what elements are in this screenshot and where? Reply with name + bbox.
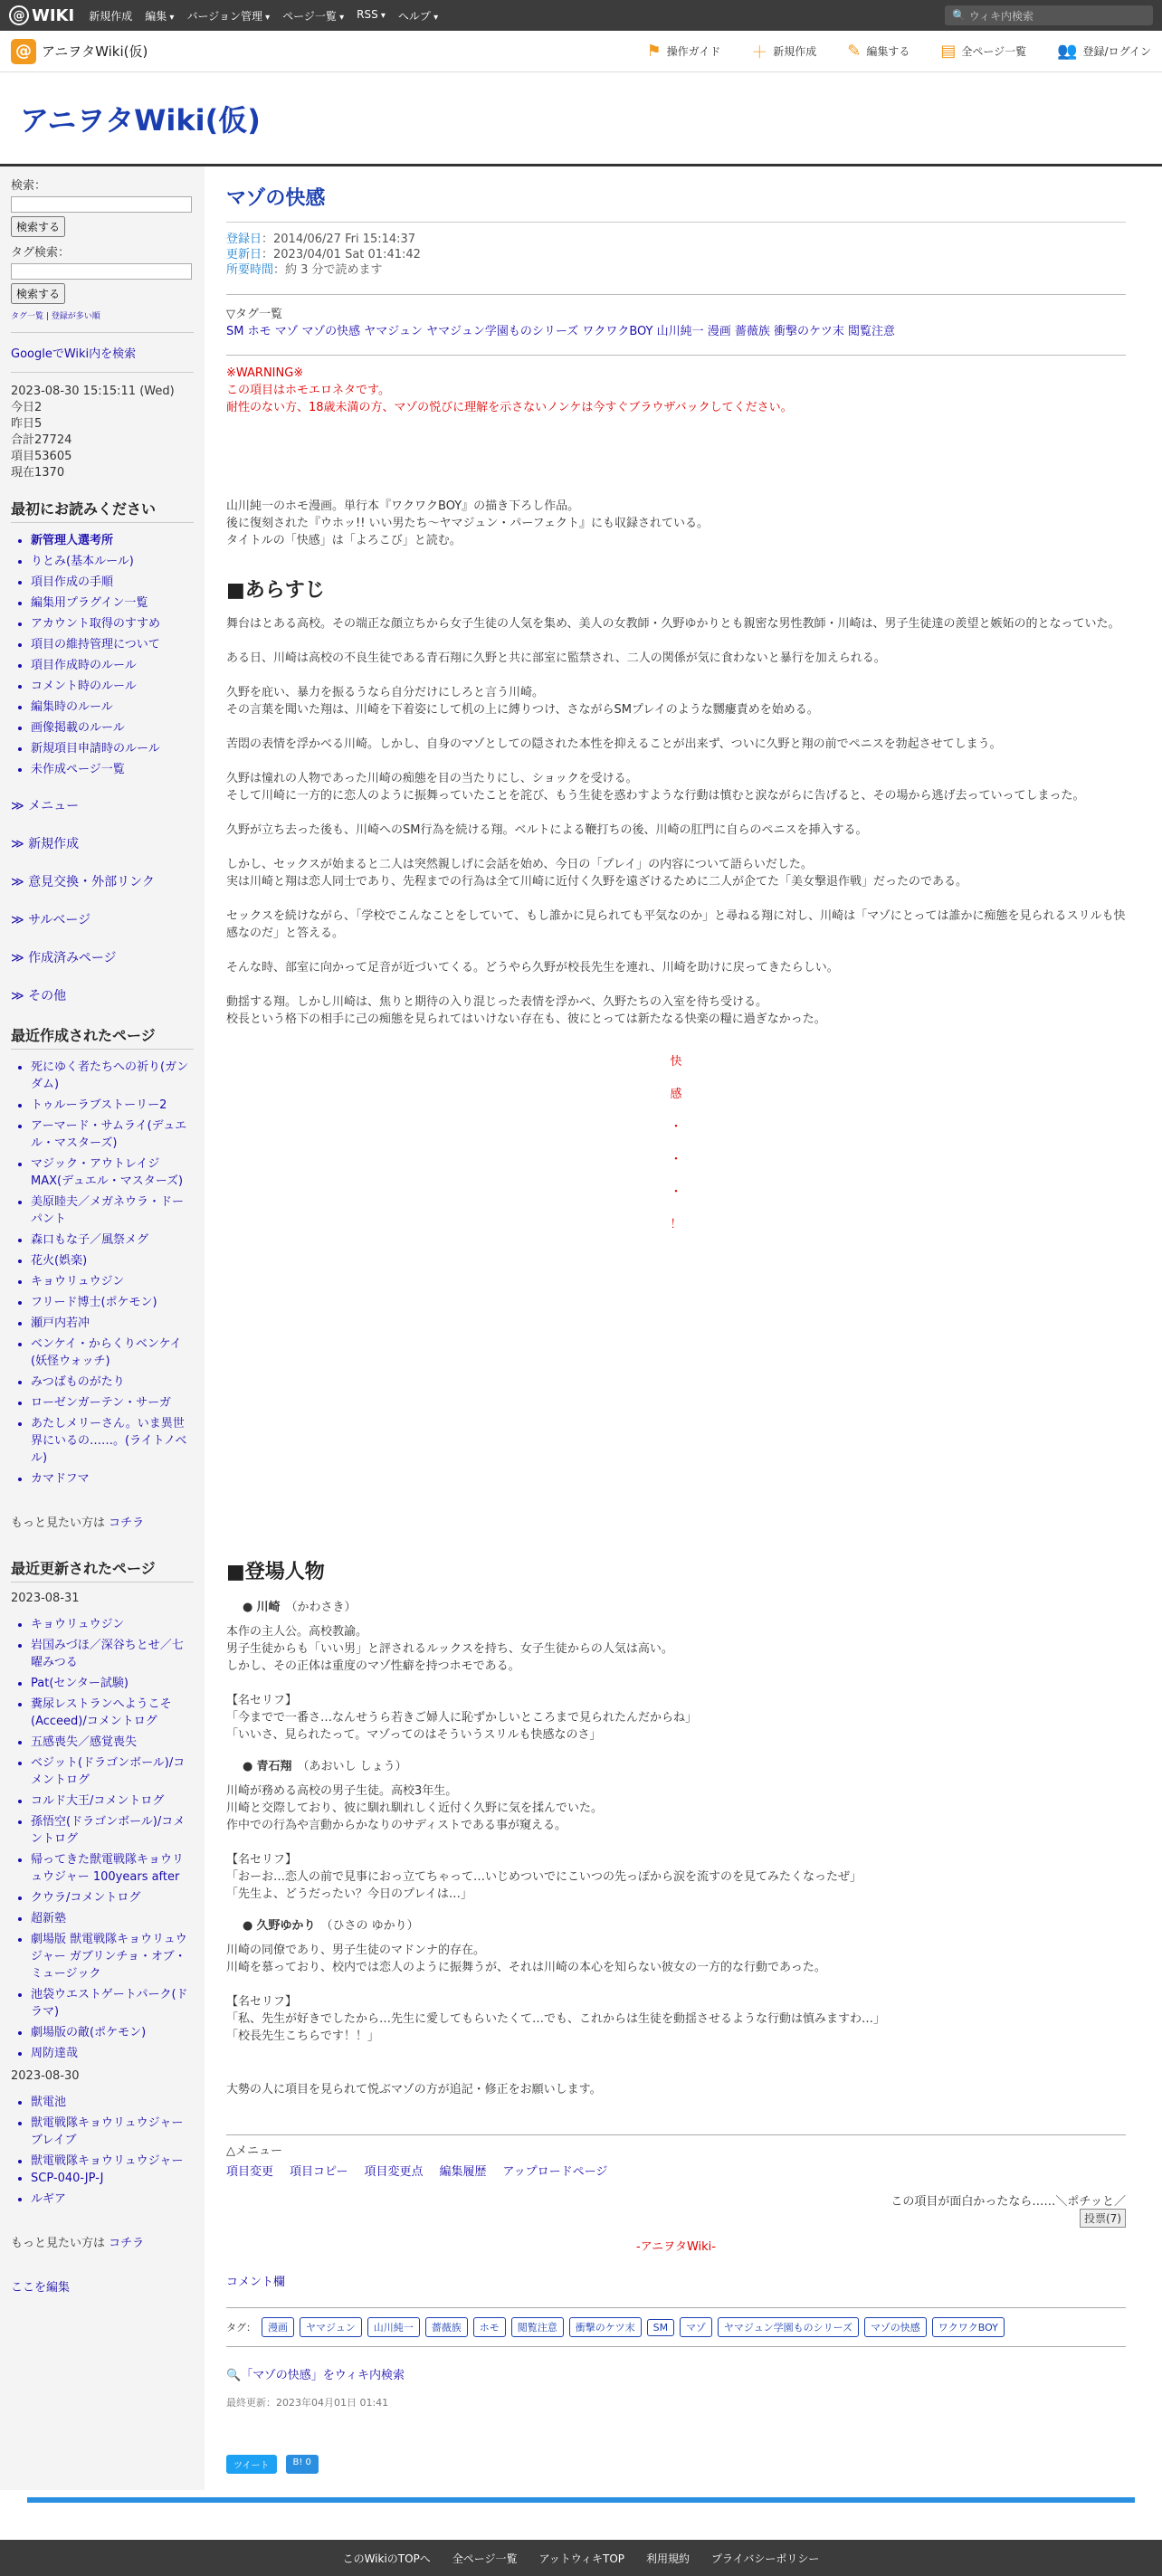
plot-paragraph: 苦悶の表情を浮かべる川崎。しかし、自身のマゾとしての隠された本性を抑えることが出来ず、ついに久野と翔の前でペニスを勃起させてしまう。 <box>226 737 1002 751</box>
character-line: 「私、先生が好きでしたから…先生に愛してもらいたくて…でも、これからは生徒を動揺させるような行動は慎みますわ…」 <box>226 2012 886 2026</box>
recent-updated-item[interactable]: • ベジット(ドラゴンボール)/コメントログ <box>31 1753 194 1787</box>
more-updated-link[interactable]: コチラ <box>109 2237 145 2250</box>
top-menu-item[interactable]: 編集 ▾ <box>145 8 174 24</box>
page-title: マゾの快感 <box>226 183 1126 223</box>
recent-updated-item[interactable]: • 糞尿レストランへようこそ(Acceed)/コメントログ <box>31 1694 194 1728</box>
recent-created-list <box>11 1057 194 1486</box>
character-line: 「今までで一番さ…なんせうら若きご婦人に恥ずかしいところまで見られたんだからね」 <box>226 1711 698 1725</box>
character-line: 男子生徒からも「いい男」と評されるルックスを持ち、女子生徒からの人気は高い。 <box>226 1642 673 1656</box>
warning-box: ※WARNING※ この項目はホモエロネタです。 耐性のない方、18歳未満の方、マゾの悦びに理解を示さないノンケは今すぐブラウザバックしてください。 <box>226 366 793 414</box>
sidebar-fold[interactable]: ≫ メニュー <box>11 799 80 813</box>
recent-created-item[interactable]: • 瀬戸内若冲 <box>31 1313 194 1330</box>
sidebar-search-button[interactable]: 検索する <box>11 216 65 237</box>
last-update: 最終更新：2023年04月01日 01:41 <box>226 2397 389 2409</box>
character-hisano: ● 久野ゆかり （ひさの ゆかり） <box>243 1919 419 1933</box>
page-meta: 登録日：2014/06/27 Fri 15:14:37 更新日：2023/04/01 Sat 01:41:42 所要時間：約 3 分で読めます <box>226 233 421 277</box>
footer-link[interactable]: プライバシーポリシー <box>711 2552 820 2565</box>
recent-created-item[interactable]: • フリード博士(ポケモン) <box>31 1292 194 1309</box>
kai-emphasis <box>226 1046 1126 1241</box>
plot-paragraph: その言葉を聞いた翔は、川崎を下着姿にして机の上に縛りつけ、さながらSMプレイのような嬲瘻責めを始める。 <box>226 703 819 717</box>
plus-icon: ＋ <box>751 43 768 62</box>
plot-paragraph: セックスを続けながら、「学校でこんなことをしていて、もし誰かに見られても平気なのか」と尋ねる翔に対し、川崎は「マゾにとっては誰かに痴態を見られるスリルも快感なのだ」と答える。 <box>226 909 1126 940</box>
kai-char: ・ <box>670 1153 682 1166</box>
footer-link[interactable]: アットウィキTOP <box>538 2552 625 2565</box>
stat-line: 昨日5 <box>11 417 43 431</box>
recent-updated-item[interactable]: • SCP-040-JP-J <box>31 2172 194 2185</box>
character-line: しかし、その正体は重度のマゾ性癖を持つホモである。 <box>226 1659 520 1673</box>
first-read-item[interactable]: • アカウント取得のすすめ <box>31 613 194 631</box>
first-read-item[interactable]: • 編集時のルール <box>31 697 194 714</box>
top-menu-item[interactable]: ヘルプ ▾ <box>398 8 438 24</box>
footer-link[interactable]: 利用規約 <box>646 2552 691 2565</box>
vote-area: この項目が面白かったなら……＼ポチッと／ 投票(7) <box>226 2191 1126 2228</box>
site-toolbar <box>0 31 1162 72</box>
first-read-item[interactable]: • 項目の維持管理について <box>31 634 194 651</box>
comment-link[interactable]: コメント欄 <box>226 2276 286 2289</box>
recent-updated-item[interactable]: • コルド大王/コメントログ <box>31 1791 194 1808</box>
recent-updated-item[interactable]: • キョウリュウジン <box>31 1614 194 1631</box>
footer-link[interactable]: 全ページ一覧 <box>452 2552 518 2565</box>
footer-link[interactable]: このWikiのTOPへ <box>342 2552 431 2565</box>
character-line: 【名セリフ】 <box>226 1853 298 1867</box>
sidebar-fold[interactable]: ≫ 作成済みページ <box>11 951 117 965</box>
tag-chip[interactable]: マゾ <box>680 2317 712 2337</box>
recent-updated-list <box>11 1614 194 2060</box>
signpost-icon: ⚑ <box>646 42 662 61</box>
site-logo-icon: @ <box>11 39 36 64</box>
recent-updated-item[interactable]: • ルギア <box>31 2189 194 2206</box>
vote-button[interactable]: 投票(7) <box>1080 2209 1126 2228</box>
tag-box: タグ： 漫画 ヤマジュン 山川純一 薔薇族 ホモ 閲覧注意 衝撃のケツ末 SM マゾ ヤマジュン学園ものシリーズ マゾの快感 ワクワクBOY <box>226 2307 1126 2347</box>
page-menu-link[interactable]: 編集履歴 <box>439 2165 487 2179</box>
stat-line: 今日2 <box>11 401 43 414</box>
recent-created-item[interactable]: • ローゼンガーテン・サーガ <box>31 1393 194 1410</box>
recent-created-item[interactable]: • 死にゆく者たちへの祈り(ガンダム) <box>31 1057 194 1091</box>
stat-line: 現在1370 <box>11 466 65 480</box>
first-read-item[interactable]: • りとみ(基本ルール) <box>31 551 194 568</box>
first-read-item[interactable]: • 画像掲載のルール <box>31 718 194 735</box>
recent-updated-item[interactable]: • 周防達哉 <box>31 2043 194 2060</box>
recent-updated-item[interactable]: • 劇場版の敵(ポケモン) <box>31 2022 194 2039</box>
wiki-search-page-link[interactable]: 🔍「マゾの快感」をウィキ内検索 <box>226 2369 405 2382</box>
page-menu-link[interactable]: 項目変更 <box>226 2165 274 2179</box>
login-link[interactable]: 👥 登録/ログイン <box>1057 42 1151 61</box>
recent-created-item[interactable]: • 美原睦夫／メガネウラ・ドーパント <box>31 1192 194 1226</box>
plot-paragraph: ある日、川崎は高校の不良生徒である青石翔に久野と共に部室に監禁され、二人の関係が気に食わないと暴行を加えられる。 <box>226 651 886 665</box>
wiki-name: -アニヲタWiki- <box>636 2240 716 2254</box>
character-line: 「先生よ、どうだったい？今日のプレイは…」 <box>226 1887 472 1901</box>
recent-created-item[interactable]: • キョウリュウジン <box>31 1271 194 1288</box>
kai-char: 快 <box>670 1055 682 1069</box>
sidebar-fold[interactable]: ≫ サルベージ <box>11 913 91 927</box>
site-badge[interactable]: @ アニヲタWiki(仮) <box>11 39 148 64</box>
sidebar-fold[interactable]: ≫ 新規作成 <box>11 837 80 851</box>
top-menu-item[interactable]: バージョン管理 ▾ <box>186 8 270 24</box>
recent-updated-item[interactable]: • 帰ってきた獣電戦隊キョウリュウジャー 100years after <box>31 1849 194 1884</box>
section-characters-heading: ■登場人物 <box>226 1561 325 1583</box>
edit-link[interactable]: ✎ 編集する <box>847 42 910 61</box>
stat-line: 2023-08-30 15:15:11 (Wed) <box>11 385 175 398</box>
document-icon: ▤ <box>940 42 957 61</box>
all-pages-link[interactable]: ▤ 全ページ一覧 <box>940 42 1027 61</box>
counter-stats <box>11 384 194 481</box>
character-line: 【名セリフ】 <box>226 1995 298 2009</box>
recent-created-item[interactable]: • みつばものがたり <box>31 1372 194 1389</box>
plot-paragraph: 久野を庇い、暴力を振るうなら自分だけにしろと言う川崎。 <box>226 686 545 699</box>
tag-search-input[interactable] <box>11 263 192 280</box>
first-read-item[interactable]: • 新管理人選考所 <box>31 530 194 547</box>
tag-chip[interactable]: 山川純一 <box>367 2317 420 2337</box>
character-line: 川崎を慕っており、校内では恋人のように振舞うが、それは川崎の本心を知らない彼女の一方的な行動であった。 <box>226 1961 826 1974</box>
section-plot-heading: ■あらすじ <box>226 579 325 602</box>
tag-chip[interactable]: 衝撃のケツ末 <box>569 2317 642 2337</box>
character-line: 川崎と交際しており、彼に馴れ馴れしく近付く久野に気を揉んでいた。 <box>226 1801 604 1815</box>
recent-updated-item[interactable]: • 孫悟空(ドラゴンボール)/コメントログ <box>31 1811 194 1846</box>
character-aoishi: ● 青石翔 （あおいし しょう） <box>243 1760 407 1773</box>
first-read-item[interactable]: • 編集用プラグイン一覧 <box>31 593 194 610</box>
recent-updated-item[interactable]: • 獣電池 <box>31 2092 194 2109</box>
search-icon: 🔍 <box>226 2369 242 2382</box>
character-line: 【名セリフ】 <box>226 1694 298 1707</box>
plot-paragraph: そして川崎に一方的に恋人のように振舞っていたことを詫び、もう生徒を惑わすような行動は慎むと涙ながらに告げると、その場から逃げ去っていってしまった。 <box>226 789 1085 803</box>
more-recent-link[interactable]: コチラ <box>109 1516 145 1530</box>
atwiki-logo[interactable]: @ WIKI <box>9 5 74 25</box>
recent-updated-item[interactable]: • 獣電戦隊キョウリュウジャー <box>31 2151 194 2168</box>
site-title[interactable]: アニヲタWiki(仮) <box>20 102 261 138</box>
plot-paragraph: そんな時、部室に向かって足音が近づいてくる。どうやら久野が校長先生を連れ、川崎を助けに戻ってきたらしい。 <box>226 961 839 974</box>
character-line: 「いいさ、見られたって。マゾってのはそういうスリルも快感なのさ」 <box>226 1728 602 1742</box>
tag-list-link[interactable]: タグ一覧 | 登録が多い順 <box>11 312 100 321</box>
recent-created-item[interactable]: • あたしメリーさん。いま異世界にいるの……。(ライトノベル) <box>31 1413 194 1465</box>
footer-rule <box>27 2497 1135 2503</box>
character-line: 「おーお…恋人の前で見事におっ立てちゃって…いじめついでにこいつの先っぽから涙を流すのを見てみたくなったぜ」 <box>226 1870 862 1884</box>
recent-created-item[interactable]: • 森口もな子／風祭メグ <box>31 1230 194 1247</box>
kai-char: 感 <box>670 1088 682 1101</box>
plot-text <box>226 615 1126 1028</box>
recent-updated-item[interactable]: • 五感喪失／感覚喪失 <box>31 1732 194 1749</box>
character-line: 川崎の同僚であり、男子生徒のマドンナ的存在。 <box>226 1944 486 1957</box>
character-line: 作中での行為や言動からかなりのサディストである事が窺える。 <box>226 1819 567 1832</box>
plot-paragraph: 久野が立ち去った後も、川崎へのSM行為を続ける翔。ベルトによる鞭打ちの後、川崎の肛門に自らのペニスを挿入する。 <box>226 823 868 837</box>
recent-updated-list-2 <box>11 2092 194 2206</box>
sidebar-fold[interactable]: ≫ 意見交換・外部リンク <box>11 875 155 889</box>
first-read-item[interactable]: • 未作成ページ一覧 <box>31 759 194 776</box>
intro: 山川純一のホモ漫画。単行本『ワクワクBOY』の描き下ろし作品。 後に復刻された『ウホッ!! いい男たち〜ヤマジュン・パーフェクト』にも収録されている。 タイトルの「快感」は「よろこび」と読む。 <box>226 499 709 547</box>
character-kawasaki: ● 川崎 （かわさき） <box>243 1601 357 1614</box>
plot-paragraph: 動揺する翔。しかし川崎は、焦りと期待の入り混じった表情を浮かべ、久野たちの入室を待ち受ける。 <box>226 995 768 1009</box>
page-menu-link[interactable]: アップロードページ <box>502 2165 608 2179</box>
recent-created-item[interactable]: • マジック・アウトレイジMAX(デュエル・マスターズ) <box>31 1154 194 1188</box>
site-banner <box>0 72 1162 166</box>
tag-search-button[interactable]: 検索する <box>11 283 65 304</box>
top-menu-item[interactable]: RSS ▾ <box>357 8 386 24</box>
wiki-search-input[interactable]: 🔍 ウィキ内検索 <box>945 5 1153 25</box>
tag-chip[interactable]: ワクワクBOY <box>932 2317 1005 2337</box>
recent-updated-item[interactable]: • 劇場版 獣電戦隊キョウリュウジャー ガブリンチョ・オブ・ミュージック <box>31 1929 194 1981</box>
pencil-icon: ✎ <box>847 42 862 61</box>
character-line: 川崎が務める高校の男子生徒。高校3年生。 <box>226 1784 458 1798</box>
plot-paragraph: 舞台はとある高校。その端正な顔立ちから女子生徒の人気を集め、美人の女教師・久野ゆかりとも親密な男性教師・川崎は、男子生徒達の羨望と嫉妬の的となっていた。 <box>226 617 1120 631</box>
recent-created-item[interactable]: • 花火(娯楽) <box>31 1250 194 1268</box>
recent-updated-item[interactable]: • クウラ/コメントログ <box>31 1887 194 1905</box>
google-search-link[interactable]: GoogleでWiki内を検索 <box>11 347 137 361</box>
tweet-button[interactable]: ツイート <box>226 2455 277 2474</box>
main-content: マゾの快感 登録日：2014/06/27 Fri 15:14:37 更新日：2023/04/01 Sat 01:41:42 所要時間：約 3 分で読めます ▽タグ一覧 SM ホモ マゾ マゾの快感 ヤマジュン ヤマジュン学園ものシリーズ ワクワクBOY 山川純一 漫画 薔薇族 衝撃のケツ末 閲覧注意 ※WARNING※ この項目はホモエロネタです。 耐性のない方、18歳未満の方、マゾの悦びに理解を示さないノンケは今すぐブラウザバックしてください。 山川純一のホモ漫画。単行本『ワクワクBOY』の描き下ろし作品。 後に復刻された『ウホッ!! いい男たち〜ヤマジュン・パーフェクト』にも収録されている。 タイトルの「快感」は「よろこび」と読む。 ■あらすじ 舞台はとある高校。その端正な顔立ちから女子生徒の人気を集め、美人の女教師・久野ゆかりとも親密な男性教師・川崎は、男子生徒達の羨望と嫉妬の的となっていた。 ある日、川崎は高校の不良生徒である青石翔に久野と共に部室に監禁され、二人の関係が気に食わないと暴行を加えられる。 久野を庇い、暴力を振るうなら自分だけにしろと言う川崎。 その言葉を聞いた翔は、川崎を下着姿にして机の上に縛りつけ、さながらSMプレイのような嬲瘻責めを始める。 苦悶の表情を浮かべる川崎。しかし、自身のマゾとしての隠された本性を抑えることが出来ず、ついに久野と翔の前でペニスを勃起させてしまう。 久野は憧れの人物であった川崎の痴態を目の当たりにし、ショックを受ける。 そして川崎に一方的に恋人のように振舞っていたことを詫び、もう生徒を惑わすような行動は慎むと涙ながらに告げると、その場から逃げ去っていってしまった。 久野が立ち去った後も、川崎へのSM行為を続ける翔。ベルトによる鞭打ちの後、川崎の肛門に自らのペニスを挿入する。 しかし、セックスが始まると二人は突然親しげに会話を始め、今日の「プレイ」の内容について語らいだした。 実は川崎と翔は恋人同士であり、先程までの行為は全て川崎に近付く久野を遠ざけるために二人が企てた「美女撃退作戦」だったのである。 セックスを続けながら、「学校でこんなことをしていて、もし誰かに見られても平気なのか」と尋ねる翔に対し、川崎は「マゾにとっては誰かに痴態を見られるスリルも快感なのだ」と答える。 そんな時、部室に向かって足音が近づいてくる。どうやら久野が校長先生を連れ、川崎を助けに戻ってきたらしい。 動揺する翔。しかし川崎は、焦りと期待の入り混じった表情を浮かべ、久野たちの入室を待ち受ける。 校長という格下の相手に己の痴態を見られてはいけない存在も、彼にとっては新たなる快楽の糧に過ぎなかった。 快 感 ・ ・ ・ ！ ■登場人物 ● 川崎 （かわさき） 本作の主人公。高校教諭。 男子生徒からも「いい男」と評されるルックスを持ち、女子生徒からの人気は高い。 しかし、その正体は重度のマゾ性癖を持つホモである。 【名セリフ】 「今までで一番さ…なんせうら若きご婦人に恥ずかしいところまで見られたんだからね」 「いいさ、見られたって。マゾってのはそういうスリルも快感なのさ」 ● 青石翔 （あおいし しょう） 川崎が務める高校の男子生徒。高校3年生。 川崎と交際しており、彼に馴れ馴れしく近付く久野に気を揉んでいた。 作中での行為や言動からかなりのサディストである事が窺える。 【名セリフ】 「おーお…恋人の前で見事におっ立てちゃって…いじめついでにこいつの先っぽから涙を流すのを見てみたくなったぜ」 「先生よ、どうだったい？今日のプレイは…」 ● 久野ゆかり （ひさの ゆかり） 川崎の同僚であり、男子生徒のマドンナ的存在。 川崎を慕っており、校内では恋人のように振舞うが、それは川崎の本心を知らない彼女の一方的な行動であった。 【名セリフ】 「私、先生が好きでしたから…先生に愛してもらいたくて…でも、これからは生徒を動揺させるような行動は慎みますわ…」 「校長先生こちらです！！」 大勢の人に項目を見られて悦ぶマゾの方が追記・修正をお願いします。 △メニュー 項目変更 項目コピー 項目変更点 編集履歴 アップロードページ この項目が面白かったなら……＼ポチッと／ 投票(7) -アニヲタWiki- コメント欄 タグ： 漫画 ヤマジュン 山川純一 薔薇族 ホモ 閲覧注意 衝撃のケツ末 SM マゾ ヤマジュン学園ものシリーズ マゾの快感 ワクワクBOY 🔍「マゾの快感」をウィキ内検索 最終更新：2023年04月01日 01:41 ツイート B! 0 <box>210 166 1142 2490</box>
tag-chip[interactable]: ヤマジュン学園ものシリーズ <box>718 2317 859 2337</box>
tag-chip[interactable]: ヤマジュン <box>300 2317 362 2337</box>
first-read-item[interactable]: • コメント時のルール <box>31 676 194 693</box>
recent-created-item[interactable]: • トゥルーラブストーリー2 <box>31 1095 194 1112</box>
plot-paragraph: しかし、セックスが始まると二人は突然親しげに会話を始め、今日の「プレイ」の内容について語らいだした。 <box>226 858 813 871</box>
recent-created-item[interactable]: • カマドフマ <box>31 1469 194 1486</box>
page-menu-link[interactable]: 項目コピー <box>290 2165 348 2179</box>
top-menu <box>89 8 438 24</box>
first-read-list <box>11 530 194 776</box>
page-menu: △メニュー 項目変更 項目コピー 項目変更点 編集履歴 アップロードページ <box>226 2134 1126 2179</box>
tag-chip[interactable]: 閲覧注意 <box>511 2317 564 2337</box>
top-navbar <box>0 0 1162 31</box>
tag-chip[interactable]: 薔薇族 <box>425 2317 468 2337</box>
top-menu-item[interactable]: 新規作成 <box>89 9 133 23</box>
footer <box>0 2540 1162 2576</box>
sidebar: 検索： 検索する タグ検索： 検索する タグ一覧 | 登録が多い順 GoogleでWiki内を検索 2023-08-30 15:15:11 (Wed) 今日2 昨日5 合計27724 項目53605 現在1370 最初にお読みください • 新管理人選考所 • りとみ(基本ルール) • 項目作成の手順 • 編集用プラグイン一覧 • アカウント取得のすすめ • 項目の維持管理について • 項目作成時のルール • コメント時のルール • 編集時のルール • 画像掲載のルール • 新規項目申請時のルール • 未作成ページ一覧 ≫ メニュー ≫ 新規作成 ≫ 意見交換・外部リンク ≫ サルベージ ≫ 作成済みページ ≫ その他 最近作成されたページ • 死にゆく者たちへの祈り(ガンダム) • トゥルーラブストーリー2 • アーマード・サムライ(デュエル・マスターズ) • マジック・アウトレイジMAX(デュエル・マスターズ) • 美原睦夫／メガネウラ・ドーパント • 森口もな子／風祭メグ • 花火(娯楽) • キョウリュウジン • フリード博士(ポケモン) • 瀬戸内若冲 • ベンケイ・からくりベンケイ(妖怪ウォッチ) • みつばものがたり • ローゼンガーテン・サーガ • あたしメリーさん。いま異世界にいるの……。(ライトノベル) • カマドフマ もっと見たい方は コチラ 最近更新されたページ 2023-08-31 • キョウリュウジン • 岩国みづほ／深谷ちとせ／七曜みつる • Pat(センター試験) • 糞尿レストランへようこそ(Acceed)/コメントログ • 五感喪失／感覚喪失 • ベジット(ドラゴンボール)/コメントログ • コルド大王/コメントログ • 孫悟空(ドラゴンボール)/コメントログ • 帰ってきた獣電戦隊キョウリュウジャー 100years after • クウラ/コメントログ • 超新塾 • 劇場版 獣電戦隊キョウリュウジャー ガブリンチョ・オブ・ミュージック • 池袋ウエストゲートパーク(ドラマ) • 劇場版の敵(ポケモン) • 周防達哉 2023-08-30 • 獣電池 • 獣電戦隊キョウリュウジャーブレイブ • 獣電戦隊キョウリュウジャー • SCP-040-JP-J • ルギア もっと見たい方は コチラ ここを編集 <box>0 166 205 2490</box>
tag-list-line[interactable]: SM ホモ マゾ マゾの快感 ヤマジュン ヤマジュン学園ものシリーズ ワクワクBOY 山川純一 漫画 薔薇族 衝撃のケツ末 閲覧注意 <box>226 325 895 338</box>
stat-line: 項目53605 <box>11 450 72 463</box>
recent-created-item[interactable]: • ベンケイ・からくりベンケイ(妖怪ウォッチ) <box>31 1334 194 1368</box>
page-menu-link[interactable]: 項目変更点 <box>364 2165 424 2179</box>
recent-updated-item[interactable]: • 超新塾 <box>31 1908 194 1925</box>
sidebar-search-input[interactable] <box>11 196 192 213</box>
users-icon: 👥 <box>1057 42 1078 61</box>
recent-updated-item[interactable]: • 獣電戦隊キョウリュウジャーブレイブ <box>31 2113 194 2147</box>
kai-char: ・ <box>670 1120 682 1134</box>
tag-chip[interactable]: SM <box>647 2319 674 2336</box>
sidebar-fold[interactable]: ≫ その他 <box>11 989 67 1003</box>
hatena-bookmark-button[interactable]: B! 0 <box>286 2455 319 2474</box>
kai-char: ・ <box>670 1185 682 1199</box>
plot-paragraph: 校長という格下の相手に己の痴態を見られてはいけない存在も、彼にとっては新たなる快楽の糧に過ぎなかった。 <box>226 1012 826 1026</box>
edit-sidebar-link[interactable]: ここを編集 <box>11 2281 71 2295</box>
recent-updated-item[interactable]: • 岩国みづほ／深谷ちとせ／七曜みつる <box>31 1635 194 1669</box>
top-menu-item[interactable]: ページ一覧 ▾ <box>282 8 344 24</box>
new-page-link[interactable]: ＋ 新規作成 <box>751 40 816 63</box>
tag-chip[interactable]: ホモ <box>473 2317 506 2337</box>
stat-line: 合計27724 <box>11 433 72 447</box>
plot-paragraph: 久野は憧れの人物であった川崎の痴態を目の当たりにし、ショックを受ける。 <box>226 772 638 785</box>
guide-link[interactable]: ⚑ 操作ガイド <box>646 42 721 61</box>
first-read-item[interactable]: • 新規項目申請時のルール <box>31 738 194 756</box>
tag-chip[interactable]: 漫画 <box>262 2317 294 2337</box>
recent-updated-item[interactable]: • Pat(センター試験) <box>31 1673 194 1690</box>
character-line: 「校長先生こちらです！！」 <box>226 2029 379 2043</box>
recent-created-item[interactable]: • アーマード・サムライ(デュエル・マスターズ) <box>31 1116 194 1150</box>
recent-updated-item[interactable]: • 池袋ウエストゲートパーク(ドラマ) <box>31 1984 194 2019</box>
tag-chip[interactable]: マゾの快感 <box>864 2317 927 2337</box>
plot-paragraph: 実は川崎と翔は恋人同士であり、先程までの行為は全て川崎に近付く久野を遠ざけるために二人が企てた「美女撃退作戦」だったのである。 <box>226 875 968 889</box>
first-read-item[interactable]: • 項目作成時のルール <box>31 655 194 672</box>
first-read-item[interactable]: • 項目作成の手順 <box>31 572 194 589</box>
kai-char: ！ <box>670 1218 682 1231</box>
character-line: 本作の主人公。高校教諭。 <box>226 1625 368 1639</box>
